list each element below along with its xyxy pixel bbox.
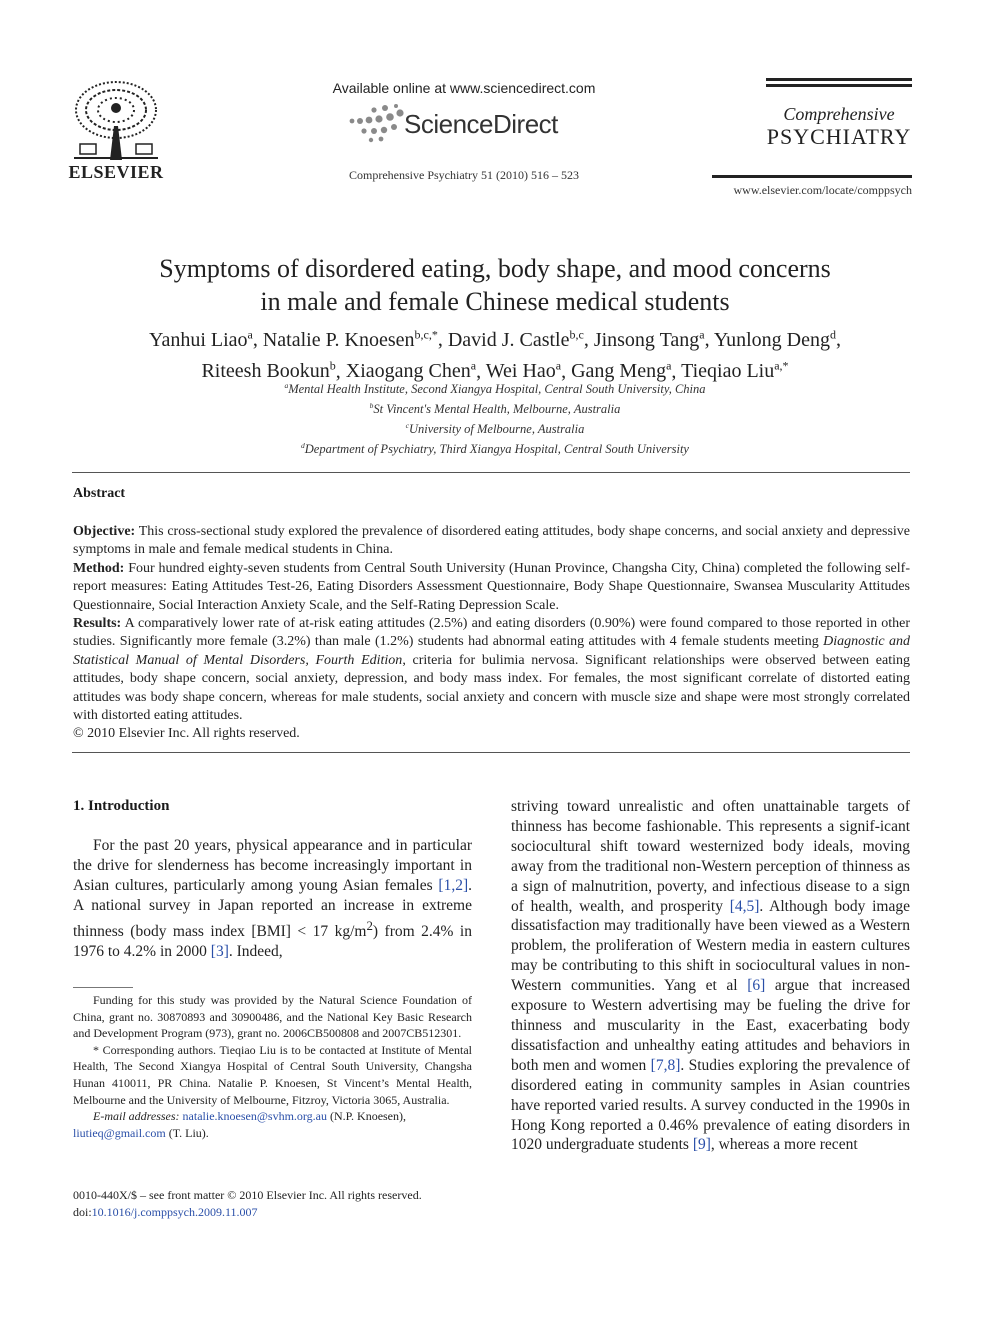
citation-link[interactable]: [6]: [747, 977, 766, 995]
affiliation-text: St Vincent's Mental Health, Melbourne, Australia: [373, 402, 621, 417]
introduction-heading: 1. Introduction: [73, 798, 170, 814]
author-name: Jinsong Tang: [593, 328, 700, 351]
abstract-top-rule: [72, 472, 910, 473]
sciencedirect-dots-icon: [346, 104, 406, 144]
footnote-rule: [73, 987, 133, 988]
affiliation-text: Mental Health Institute, Second Xiangya Hospital, Central South University, China: [288, 382, 706, 397]
author: [714, 329, 836, 351]
corresponding-footnote: * Corresponding authors. Tieqiao Liu is to be contacted at Institute of Mental Health, The Second Xiangya Hospital of Central South University, Changsha Hunan 410011, PR China. Natalie P. Knoesen, St Vincent’s Mental Health, Melbourne and the University of Melbourne, Fitzroy, Victoria 3065, Australia.: [73, 1042, 472, 1107]
intro-left-column: [73, 836, 472, 962]
abstract-results: [73, 615, 910, 725]
author-affiliation-marker: a,*: [774, 358, 789, 373]
journal-title-line1: Comprehensive: [783, 104, 895, 124]
abstract-copyright: © 2010 Elsevier Inc. All rights reserved.: [73, 726, 300, 742]
masthead-divider: [712, 175, 912, 178]
author-name: Yunlong Deng: [713, 328, 830, 351]
journal-citation: Comprehensive Psychiatry 51 (2010) 516 – 523: [349, 168, 579, 182]
author-affiliation-marker: d: [829, 327, 836, 341]
text-run: . A national survey in Japan reported an increase in extreme thinness (body mass index [BMI] < 17 kg/m: [73, 876, 472, 940]
journal-url[interactable]: www.elsevier.com/locate/comppsych: [733, 183, 912, 197]
funding-footnote: Funding for this study was provided by the Natural Science Foundation of China, grant no. 30870893 and 30900486, and the National Key Basic Research and Development Program (973), grant no. 2006CB500808 and 2007CB512301.: [73, 993, 472, 1041]
results-label: Results:: [73, 616, 122, 632]
journal-title-line2: PSYCHIATRY: [766, 124, 912, 149]
email-link-knoesen[interactable]: natalie.knoesen@svhm.org.au: [182, 1109, 328, 1124]
author-affiliation-marker: b,c: [569, 327, 584, 341]
author-name: Natalie P. Knoesen: [262, 328, 415, 351]
affiliation: [60, 418, 930, 438]
text-run: , whereas a more recent: [710, 1136, 858, 1154]
method-label: Method:: [73, 560, 125, 576]
article-title: [0, 252, 990, 318]
affiliation: [60, 438, 930, 458]
issn-block: [73, 1187, 493, 1220]
author: [448, 329, 584, 351]
text-run: argue that increased exposure to Western advertising may be fueling the drive for thinness and muscularity in the East, exacerbating body dissatisfaction and unhealthy eating attitudes and behaviors in both men and women: [511, 977, 910, 1074]
abstract-method: [73, 560, 910, 615]
author: [594, 329, 705, 351]
affiliation-text: University of Melbourne, Australia: [408, 422, 585, 437]
email-link-liu[interactable]: liutieq@gmail.com: [73, 1125, 166, 1140]
author-affiliation-marker: b,c,*: [414, 327, 438, 341]
intro-paragraph-continued: [511, 797, 910, 1155]
author-affiliation-marker: b: [329, 358, 336, 373]
author-affiliation-marker: a: [699, 327, 705, 341]
text-run: (N.P. Knoesen),: [327, 1109, 407, 1124]
affiliation-list: [60, 378, 930, 458]
abstract-body: [73, 523, 910, 744]
title-line1: Symptoms of disordered eating, body shape, and mood concerns: [159, 254, 831, 283]
citation-link[interactable]: [3]: [210, 942, 229, 960]
text-run: . Studies exploring the prevalence of disordered eating in community samples in Asian countries have reported varied results. A survey conducted in the 1990s in Hong Kong reported a 0.46% prevalence of eating disorders in 1020 undergraduate students: [511, 1056, 910, 1154]
journal-masthead-rules: [766, 78, 912, 90]
objective-label: Objective:: [73, 524, 136, 539]
author-name: Tieqiao Liu: [681, 360, 775, 383]
available-online-text: Available online at www.sciencedirect.com: [332, 80, 596, 96]
citation-link[interactable]: [7,8]: [650, 1056, 681, 1074]
affiliation: [60, 398, 930, 418]
results-text-b: , criteria for bulimia nervosa. Significant relationships were observed between eating attitudes, body shape concern, social anxiety, depression, and body mass index. For females, the most significant correlate of distorted eating attitudes was body shape concern, whereas for male students, social anxiety and concern with muscle size and shape were most strongly correlated with distorted eating attitudes.: [73, 652, 910, 724]
results-dsm-title: Diagnostic and Statistical Manual of Mental Disorders, Fourth Edition: [73, 634, 910, 668]
results-text-a: A comparatively lower rate of at-risk eating attitudes (2.5%) and eating disorders (0.90%) were found compared to those reported in other studies. Significantly more female (3.2%) than male (1.2%) students had abnormal eating attitudes with 4 female students meeting: [73, 616, 910, 650]
footnotes: [73, 992, 472, 1141]
abstract-objective: [73, 523, 910, 560]
affiliation-key: a: [284, 381, 289, 390]
superscript: 2: [366, 917, 373, 933]
text-run: ) from 2.4% in 1976 to 4.2% in 2000: [73, 922, 472, 960]
text-run: striving toward unrealistic and often unattainable targets of thinness has become fashionable. This represents a signif-icant sociocultural shift toward westernized body ideals, moving away from the traditional non-Western perception of thinness as a sign of malnutrition, poverty, and infectious disease to a sign of health, wealth, and prosperity: [511, 798, 910, 915]
title-line2: in male and female Chinese medical students: [260, 287, 730, 316]
citation-link[interactable]: [9]: [692, 1136, 711, 1154]
objective-text: This cross-sectional study explored the prevalence of disordered eating attitudes, body shape concerns, and social anxiety and depressive symptoms in male and female medical students in China.: [73, 524, 910, 558]
abstract-bottom-rule: [72, 752, 910, 753]
author-name: Yanhui Liao: [149, 328, 248, 351]
author-affiliation-marker: a: [470, 358, 477, 373]
method-text: Four hundred eighty-seven students from Central South University (Hunan Province, Changsha City, China) completed the following self-report measures: Eating Attitudes Test-26, Eating Disorders Assessment Questionnaire, Body Shape Questionnaire, Swansea Muscularity Attitudes Questionnaire, Social Interaction Anxiety Scale, and the Self-Rating Depression Scale.: [73, 560, 910, 613]
doi-line: [73, 1204, 493, 1221]
email-footnote: [73, 1108, 472, 1141]
author: [263, 329, 438, 351]
front-matter-line: 0010-440X/$ – see front matter © 2010 Elsevier Inc. All rights reserved.: [73, 1188, 422, 1202]
author-name: Riteesh Bookun: [201, 360, 330, 383]
intro-paragraph-1: [73, 836, 472, 962]
text-run: For the past 20 years, physical appearance and in particular the drive for slenderness has become increasingly important in Asian cultures, particularly among young Asian females: [73, 837, 472, 894]
affiliation-key: d: [301, 440, 305, 450]
text-run: (T. Liu).: [165, 1125, 209, 1140]
author-name: Xiaogang Chen: [345, 360, 471, 383]
author-list: Yanhui Liao$^a$, Natalie P. Knoesen$^{b,c,*}$, David J. Castle$^{b,c}$, Jinsong Tang$^a$, Yunlong Deng$^d$, Riteesh Bookun$^b$, Xiaogang Chen$^a$, Wei Hao$^a$, Gang Meng$^a$, Tieqiao Liu$^{a,*}$: [149, 327, 841, 383]
abstract-heading: Abstract: [73, 486, 126, 501]
elsevier-wordmark: ELSEVIER: [68, 162, 164, 182]
citation-link[interactable]: [4,5]: [729, 897, 760, 915]
author-name: Wei Hao: [485, 360, 556, 383]
author-affiliation-marker: a: [247, 327, 253, 341]
citation-link[interactable]: [1,2]: [438, 876, 469, 894]
affiliation: [60, 378, 930, 398]
author-affiliation-marker: a: [666, 358, 672, 373]
text-run: . Indeed,: [228, 942, 283, 960]
text-run: . Although body image dissatisfaction may traditionally have been viewed as a Western problem, the proliferation of Western media in eastern cultures may be contributing to this shift in sociocultural values in non-Western communities. Yang et al: [511, 897, 911, 995]
affiliation-key: b: [369, 400, 374, 410]
doi-label: doi:: [73, 1204, 92, 1219]
affiliation-key: c: [405, 420, 409, 430]
author-name: Gang Meng: [571, 360, 667, 383]
sciencedirect-wordmark: ScienceDirect: [404, 109, 558, 139]
author-name: David J. Castle: [447, 328, 570, 351]
affiliation-text: Department of Psychiatry, Third Xiangya Hospital, Central South University: [304, 442, 689, 457]
author-affiliation-marker: a: [555, 358, 562, 373]
author: [149, 329, 253, 351]
email-label: E-mail addresses:: [93, 1109, 180, 1124]
intro-right-column: [511, 797, 910, 1155]
doi-link[interactable]: 10.1016/j.comppsych.2009.11.007: [91, 1204, 258, 1219]
